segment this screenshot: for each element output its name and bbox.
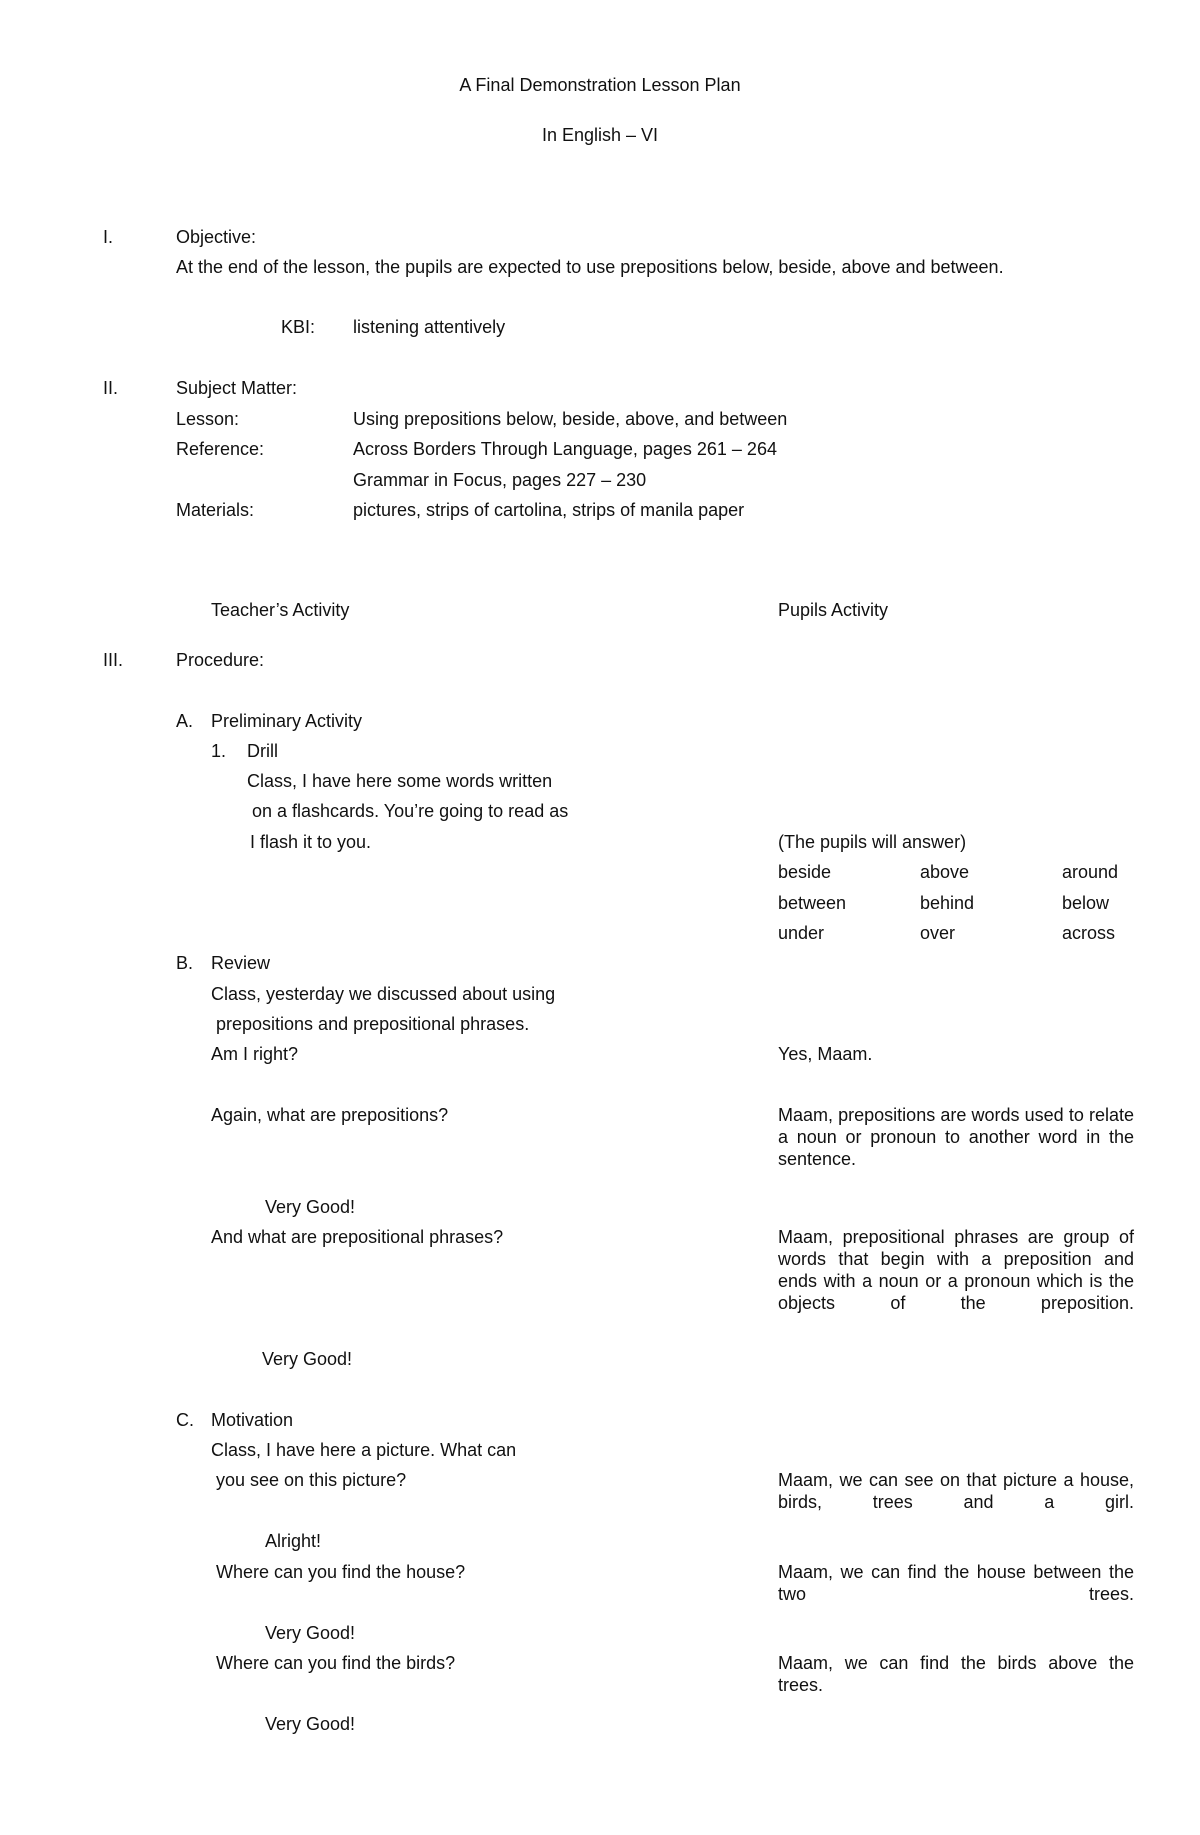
pupil-answer: Maam, we can find the house between the two trees. — [778, 1562, 1134, 1604]
subsection-letter: A. — [176, 711, 194, 731]
pupil-answer: Maam, prepositions are words used to relate a noun or pronoun to another word in the sentence. — [778, 1105, 1134, 1169]
teacher-praise: Very Good! — [265, 1197, 356, 1217]
word-cell: below — [1062, 893, 1110, 913]
reference-label: Reference: — [176, 439, 265, 459]
teacher-question: you see on this picture? — [216, 1470, 407, 1490]
word-cell: across — [1062, 923, 1116, 943]
reference-value: Grammar in Focus, pages 227 – 230 — [353, 470, 647, 490]
review-heading: Review — [211, 953, 271, 973]
teacher-line: Am I right? — [211, 1044, 299, 1064]
pupil-answer: Maam, prepositional phrases are group of words that begin with a preposition and ends with a noun or a pronoun which is the objects of the preposition. — [778, 1227, 1134, 1313]
pupil-answer: Maam, we can find the birds above the trees. — [778, 1653, 1134, 1695]
document-title: A Final Demonstration Lesson Plan — [459, 75, 741, 95]
word-cell: above — [920, 862, 970, 882]
teacher-praise: Very Good! — [265, 1623, 356, 1643]
teacher-line: Class, I have here some words written — [247, 771, 553, 791]
teacher-activity-header: Teacher’s Activity — [211, 600, 350, 620]
objective-text: At the end of the lesson, the pupils are expected to use prepositions below, beside, above and between. — [176, 257, 1004, 277]
motivation-heading: Motivation — [211, 1410, 294, 1430]
reference-value: Across Borders Through Language, pages 261 – 264 — [353, 439, 777, 459]
teacher-question: And what are prepositional phrases? — [211, 1227, 504, 1247]
preliminary-activity-heading: Preliminary Activity — [211, 711, 363, 731]
pupil-answer: Yes, Maam. — [778, 1044, 873, 1064]
teacher-line: prepositions and prepositional phrases. — [216, 1014, 530, 1034]
drill-number: 1. — [211, 741, 227, 761]
pupils-activity-header: Pupils Activity — [778, 600, 889, 620]
teacher-question: Where can you find the birds? — [216, 1653, 456, 1673]
teacher-line: on a flashcards. You’re going to read as — [252, 801, 569, 821]
lesson-value: Using prepositions below, beside, above, and between — [353, 409, 788, 429]
teacher-praise: Very Good! — [262, 1349, 353, 1369]
teacher-question: Where can you find the house? — [216, 1562, 466, 1582]
materials-label: Materials: — [176, 500, 255, 520]
procedure-heading: Procedure: — [176, 650, 265, 670]
word-cell: around — [1062, 862, 1119, 882]
teacher-praise: Very Good! — [265, 1714, 356, 1734]
lesson-label: Lesson: — [176, 409, 240, 429]
kbi-value: listening attentively — [353, 317, 506, 337]
section-numeral: I. — [103, 227, 114, 247]
kbi-label: KBI: — [281, 317, 316, 337]
drill-heading: Drill — [247, 741, 278, 761]
teacher-question: Again, what are prepositions? — [211, 1105, 449, 1125]
word-cell: beside — [778, 862, 832, 882]
subsection-letter: C. — [176, 1410, 194, 1430]
word-cell: over — [920, 923, 956, 943]
pupil-answer: Maam, we can see on that picture a house, birds, trees and a girl. — [778, 1470, 1134, 1512]
materials-value: pictures, strips of cartolina, strips of manila paper — [353, 500, 745, 520]
word-cell: under — [778, 923, 825, 943]
objective-heading: Objective: — [176, 227, 257, 247]
subsection-letter: B. — [176, 953, 194, 973]
teacher-line: Class, I have here a picture. What can — [211, 1440, 517, 1460]
teacher-line: Class, yesterday we discussed about using — [211, 984, 556, 1004]
pupil-note: (The pupils will answer) — [778, 832, 967, 852]
word-cell: behind — [920, 893, 975, 913]
word-cell: between — [778, 893, 847, 913]
section-numeral: II. — [103, 378, 119, 398]
teacher-line: I flash it to you. — [250, 832, 372, 852]
teacher-praise: Alright! — [265, 1531, 322, 1551]
section-numeral: III. — [103, 650, 124, 670]
document-subtitle: In English – VI — [541, 125, 659, 145]
subject-matter-heading: Subject Matter: — [176, 378, 298, 398]
